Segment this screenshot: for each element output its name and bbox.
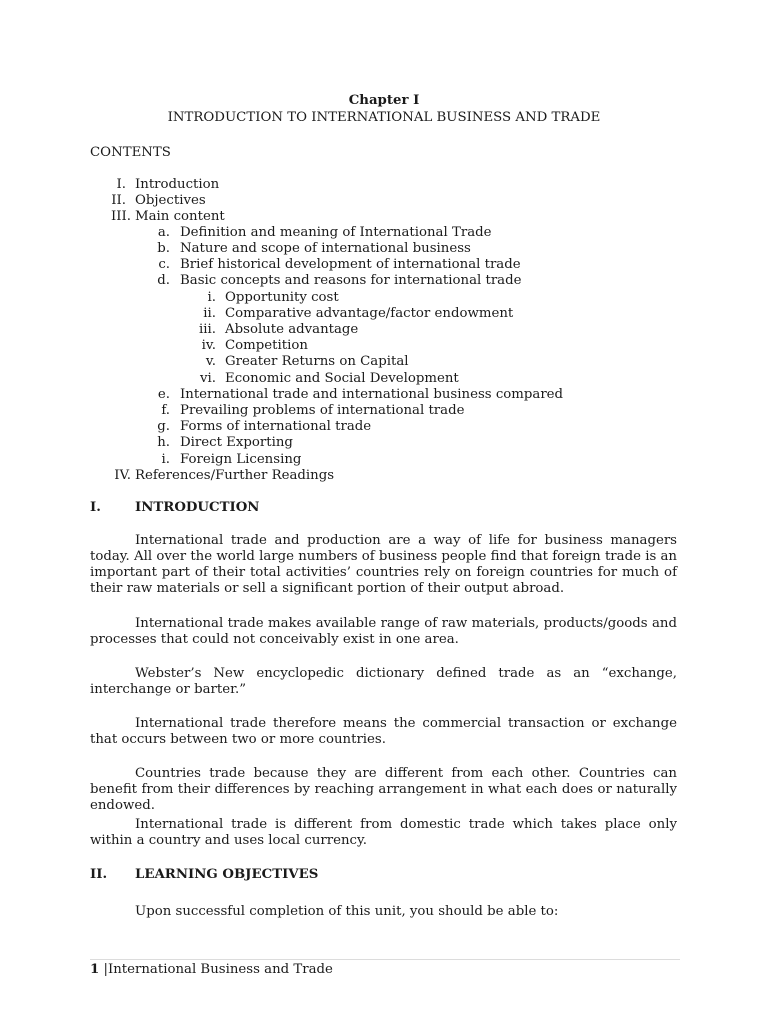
- chapter-title: INTRODUCTION TO INTERNATIONAL BUSINESS AND TRADE: [167, 110, 601, 125]
- toc-item: Competition: [225, 338, 308, 353]
- contents-heading: CONTENTS: [90, 145, 171, 160]
- toc-item: Brief historical development of international trade: [180, 257, 521, 272]
- footer-separator: |: [103, 962, 108, 977]
- toc-item: Forms of international trade: [180, 419, 372, 434]
- page-number: 1: [90, 962, 100, 977]
- paragraph: International trade is different from domestic trade which takes place only within a country and uses local currency.: [90, 817, 677, 848]
- toc-item: Basic concepts and reasons for international trade: [180, 273, 522, 288]
- toc-number: i.: [207, 290, 216, 305]
- toc-item: Greater Returns on Capital: [225, 354, 409, 369]
- section-title: INTRODUCTION: [135, 500, 260, 515]
- toc-item: Opportunity cost: [225, 290, 339, 305]
- toc-item: Absolute advantage: [225, 322, 359, 337]
- toc-number: g.: [157, 419, 170, 434]
- toc-number: h.: [157, 435, 170, 450]
- toc-item: Main content: [135, 209, 225, 224]
- paragraph: Countries trade because they are different from each other. Countries can benefit from their differences by reaching arrangement in what each does or naturally endowed.: [90, 766, 677, 813]
- toc-number: III.: [111, 209, 131, 224]
- toc-number: iii.: [199, 322, 216, 337]
- toc-number: ii.: [203, 306, 216, 321]
- toc-number: d.: [157, 273, 170, 288]
- toc-number: v.: [205, 354, 216, 369]
- toc-item: Prevailing problems of international trade: [180, 403, 465, 418]
- toc-item: International trade and international business compared: [180, 387, 564, 402]
- toc-number: a.: [157, 225, 170, 240]
- footer-divider: [90, 959, 680, 960]
- paragraph: International trade therefore means the commercial transaction or exchange that occurs between two or more countries.: [90, 716, 677, 747]
- toc-item: Economic and Social Development: [225, 371, 459, 386]
- chapter-number: Chapter I: [348, 93, 420, 108]
- toc-number: c.: [158, 257, 170, 272]
- toc-number: vi.: [200, 371, 216, 386]
- page-footer: [90, 962, 333, 978]
- toc-item: References/Further Readings: [135, 468, 335, 483]
- toc-item: Foreign Licensing: [180, 452, 302, 467]
- toc-number: IV.: [114, 468, 131, 483]
- toc-number: II.: [111, 193, 126, 208]
- toc-number: b.: [157, 241, 170, 256]
- section-title: LEARNING OBJECTIVES: [135, 867, 319, 882]
- toc-item: Definition and meaning of International Trade: [180, 225, 492, 240]
- section-number: II.: [90, 867, 108, 882]
- paragraph: Webster’s New encyclopedic dictionary defined trade as an “exchange, interchange or barter.”: [90, 666, 677, 697]
- toc-item: Direct Exporting: [180, 435, 293, 450]
- toc-item: Nature and scope of international business: [180, 241, 471, 256]
- paragraph: International trade and production are a way of life for business managers today. All over the world large numbers of business people find that foreign trade is an important part of their total activities’ countries rely on foreign countries for much of their raw materials or sell a significant portion of their output abroad.: [90, 533, 677, 596]
- toc-item: Objectives: [135, 193, 206, 208]
- toc-item: Introduction: [135, 177, 220, 192]
- paragraph: International trade makes available range of raw materials, products/goods and processes that could not conceivably exist in one area.: [90, 616, 677, 647]
- toc-number: I.: [116, 177, 126, 192]
- toc-number: f.: [161, 403, 170, 418]
- section-number: I.: [90, 500, 101, 515]
- toc-number: i.: [161, 452, 170, 467]
- objectives-intro: Upon successful completion of this unit, you should be able to:: [135, 904, 559, 919]
- toc-number: iv.: [201, 338, 216, 353]
- toc-number: e.: [157, 387, 170, 402]
- footer-title: International Business and Trade: [107, 962, 333, 977]
- toc-item: Comparative advantage/factor endowment: [225, 306, 514, 321]
